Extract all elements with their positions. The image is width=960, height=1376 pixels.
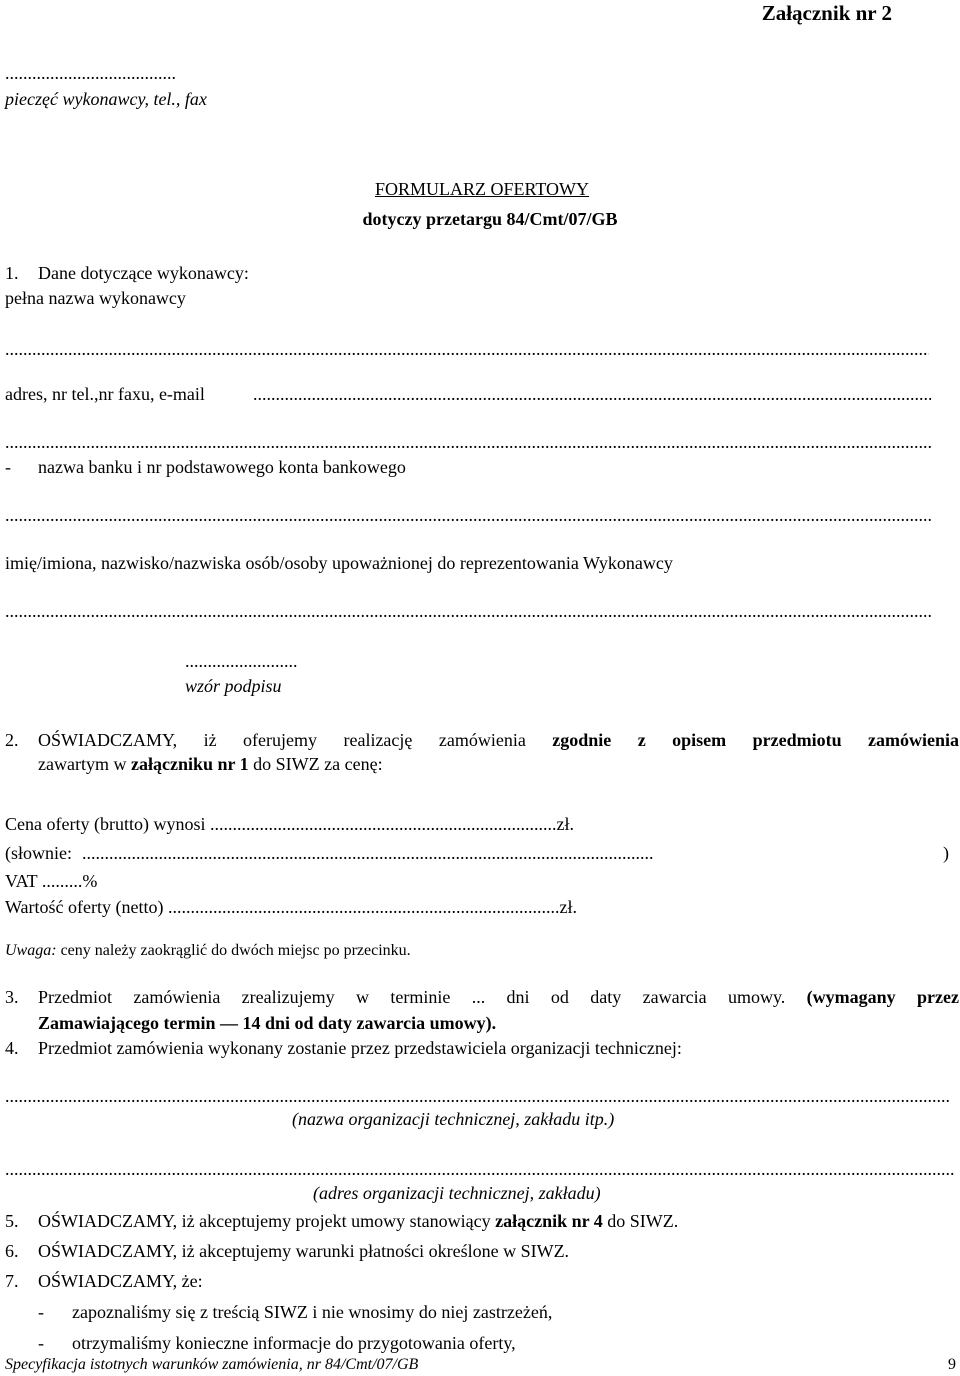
address-dotline-2 [5, 431, 933, 453]
net-price-line: Wartość oferty (netto) .......................................................................................zł. [5, 897, 577, 917]
org-address-dotline [5, 1158, 955, 1180]
section-4-number: 4. [5, 1038, 19, 1058]
signature-label: wzór podpisu [185, 676, 282, 696]
section-3-line-1: Przedmiot zamówienia zrealizujemy w terminie ... dni od daty zawarcia umowy. (wymagany przez [38, 987, 960, 1007]
persons-label: imię/imiona, nazwisko/nazwiska osób/osoby upoważnionej do reprezentowania Wykonawcy [5, 553, 673, 573]
section-7-number: 7. [5, 1271, 19, 1291]
org-address-label: (adres organizacji technicznej, zakładu) [313, 1183, 601, 1203]
section-7-item-1: zapoznaliśmy się z treścią SIWZ i nie wnosimy do niej zastrzeżeń, [72, 1302, 553, 1322]
address-label: adres, nr tel.,nr faxu, e-mail [5, 384, 205, 404]
section-6-number: 6. [5, 1241, 19, 1261]
section-7-item-1-dash: - [38, 1302, 44, 1322]
org-name-dotline [5, 1085, 951, 1107]
section-1-label: Dane dotyczące wykonawcy: [38, 263, 249, 283]
footer-page-number: 9 [948, 1356, 956, 1373]
section-2-line-2: zawartym w załączniku nr 1 do SIWZ za cenę: [38, 754, 383, 774]
org-name-label: (nazwa organizacji technicznej, zakładu itp.) [292, 1109, 615, 1129]
bank-label: nazwa banku i nr podstawowego konta bankowego [38, 457, 406, 477]
form-title: FORMULARZ OFERTOWY [374, 179, 590, 199]
section-7-item-2: otrzymaliśmy konieczne informacje do przygotowania oferty, [72, 1333, 516, 1353]
gross-price-line: Cena oferty (brutto) wynosi .............................................................................zł. [5, 814, 574, 834]
bank-dash: - [5, 457, 11, 477]
words-label: (słownie: [5, 843, 72, 863]
vat-line: VAT .........% [5, 871, 98, 891]
section-4-text: Przedmiot zamówienia wykonany zostanie przez przedstawiciela organizacji technicznej: [38, 1038, 682, 1058]
stamp-dots: ...................................... [5, 63, 176, 83]
stamp-label: pieczęć wykonawcy, tel., fax [5, 89, 207, 109]
section-1-number: 1. [5, 263, 19, 283]
words-close: ) [943, 843, 949, 863]
section-2-line-1: OŚWIADCZAMY, iż oferujemy realizację zamówienia zgodnie z opisem przedmiotu zamówienia [38, 730, 960, 750]
signature-dots: ......................... [185, 651, 298, 671]
address-dotline [253, 383, 931, 405]
section-5-text: OŚWIADCZAMY, iż akceptujemy projekt umowy stanowiący załącznik nr 4 do SIWZ. [38, 1211, 679, 1231]
section-3-line-2: Zamawiającego termin — 14 dni od daty zawarcia umowy). [38, 1013, 497, 1033]
section-6-text: OŚWIADCZAMY, iż akceptujemy warunki płatności określone w SIWZ. [38, 1241, 570, 1261]
section-5-number: 5. [5, 1211, 19, 1231]
section-3-number: 3. [5, 987, 19, 1007]
words-dotline: ............................................................................................................................... [82, 843, 654, 863]
section-7-item-2-dash: - [38, 1333, 44, 1353]
rounding-note: Uwaga: ceny należy zaokrąglić do dwóch miejsc po przecinku. [5, 942, 411, 959]
form-subtitle: dotyczy przetargu 84/Cmt/07/GB [362, 209, 618, 229]
full-name-label: pełna nazwa wykonawcy [5, 288, 186, 308]
section-7-text: OŚWIADCZAMY, że: [38, 1271, 203, 1291]
footer-spec: Specyfikacja istotnych warunków zamówienia, nr 84/Cmt/07/GB [5, 1356, 419, 1373]
bank-dotline [5, 504, 933, 526]
annex-label: Załącznik nr 2 [761, 1, 892, 25]
section-2-number: 2. [5, 730, 19, 750]
persons-dotline [5, 600, 933, 622]
full-name-dotline [5, 338, 929, 360]
